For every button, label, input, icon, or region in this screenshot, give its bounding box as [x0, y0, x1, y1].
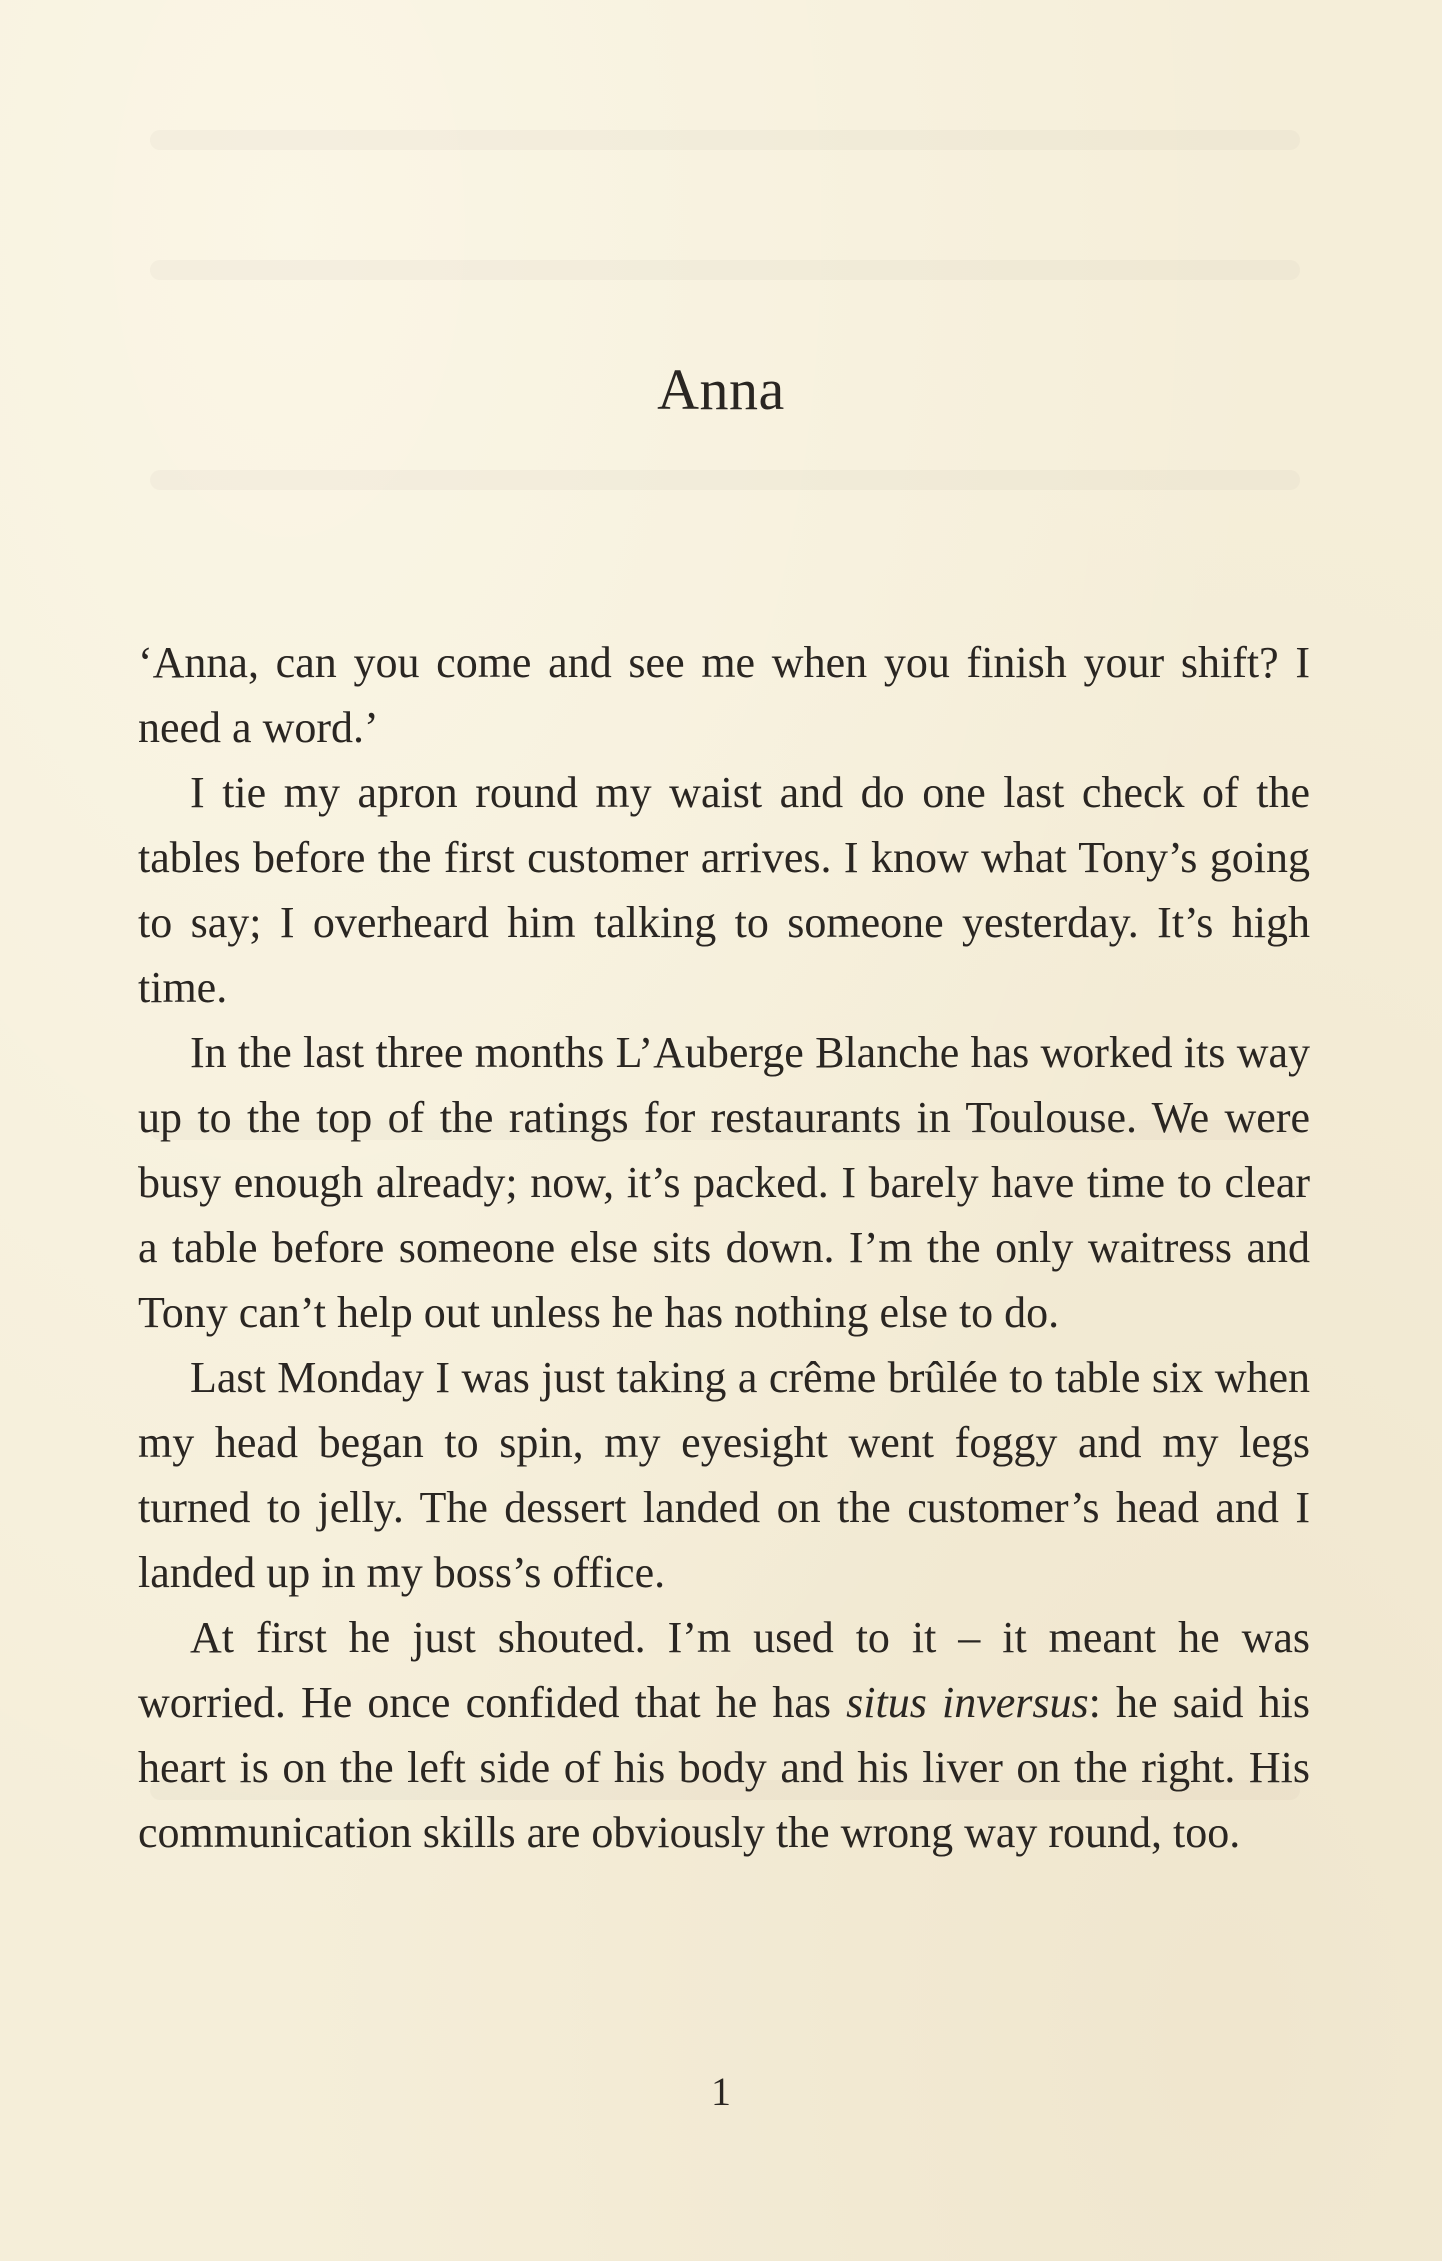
paragraph: In the last three months L’Auberge Blanche has worked its way up to the top of the ratings for restaurants in Toulouse. We were busy enough already; now, it’s packed. I barely have time to clear a table before someone else sits down. I’m the only waitress and Tony can’t help out unless he has nothing else to do. — [138, 1028, 1310, 1337]
paragraph-text: : he said his heart is on the left side of his body and his liver on the right. His communication skills are obviously the wrong way round, too. — [138, 1678, 1311, 1857]
show-through-line — [150, 260, 1300, 280]
show-through-line — [150, 470, 1300, 490]
paragraph: ‘Anna, can you come and see me when you finish your shift? I need a word.’ — [138, 638, 1310, 752]
paragraph-last — [138, 1605, 1310, 1865]
chapter-title: Anna — [657, 357, 785, 422]
paragraph: Last Monday I was just taking a crême brûlée to table six when my head began to spin, my eyesight went foggy and my legs turned to jelly. The dessert landed on the customer’s head and I landed up in my boss’s office. — [138, 1353, 1310, 1597]
chapter-body — [138, 630, 1310, 1865]
show-through-line — [150, 130, 1300, 150]
paragraph: I tie my apron round my waist and do one last check of the tables before the first customer arrives. I know what Tony’s going to say; I overheard him talking to someone yesterday. It’s high time. — [138, 768, 1310, 1012]
italic-term: situs inversus — [846, 1678, 1089, 1727]
page-number: 1 — [711, 2069, 731, 2114]
paragraph-text: At first he just shouted. I’m used to it – it meant he was worried. He once confided that he has — [138, 1613, 1310, 1727]
